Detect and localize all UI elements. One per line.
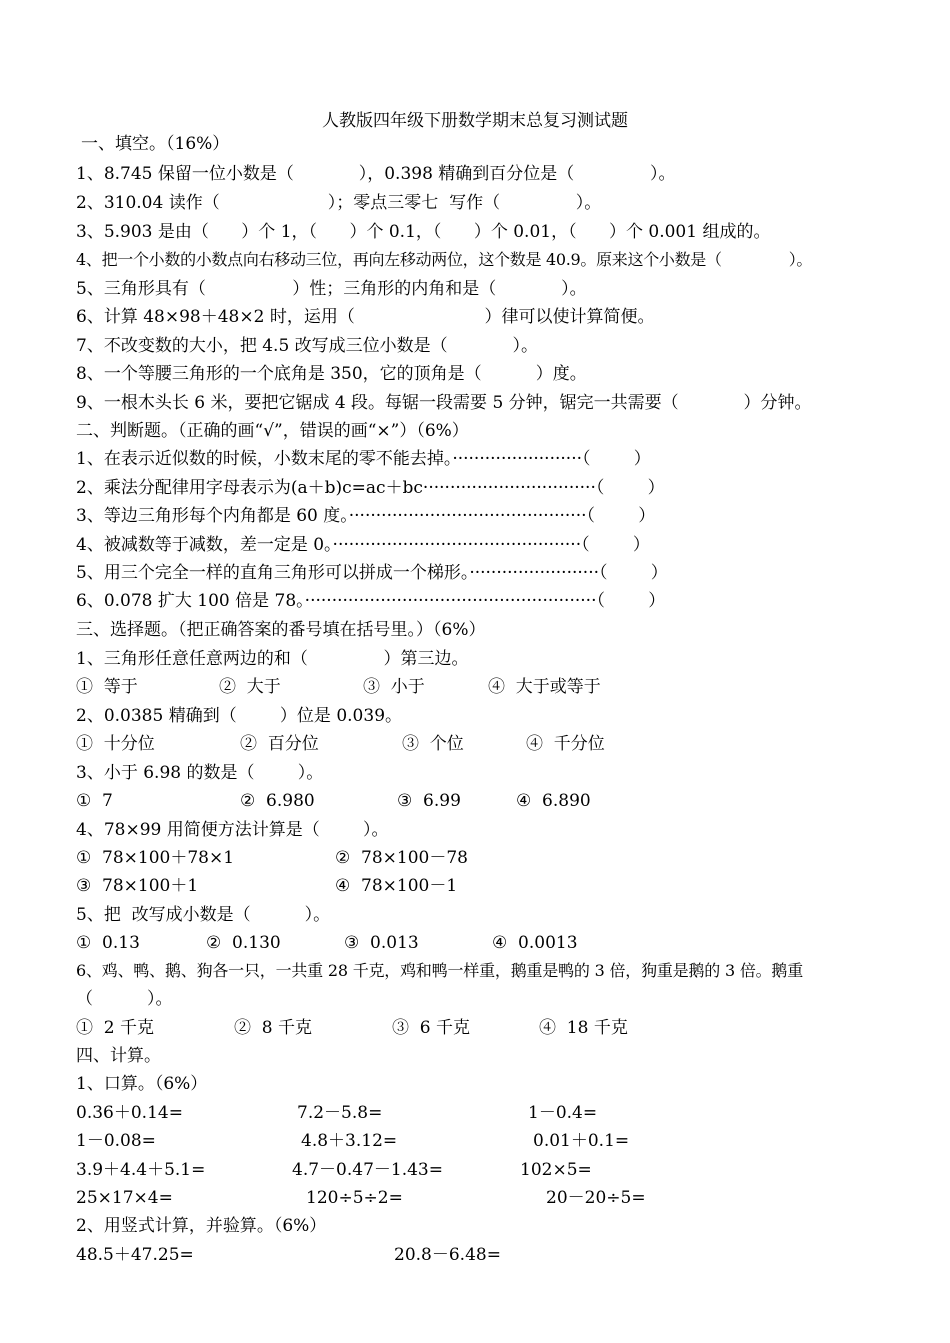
oral-item: 102×5= <box>520 1160 592 1180</box>
option: ④ 0.0013 <box>492 933 578 953</box>
choice-question-1: 1、三角形任意任意两边的和（ ）第三边。 <box>76 649 469 669</box>
option: ③ 0.013 <box>344 933 419 953</box>
choice-options-4b <box>76 873 936 899</box>
option: ③ 6.99 <box>397 791 461 811</box>
option: ② 78×100－78 <box>335 848 469 868</box>
oral-row-2 <box>76 1128 936 1154</box>
oral-row-1 <box>76 1100 936 1126</box>
fill-question-3: 3、5.903 是由（ ）个 1，（ ）个 0.1，（ ）个 0.01，（ ）个 0.001 组成的。 <box>76 222 771 242</box>
choice-options-2 <box>76 731 936 757</box>
choice-question-6-continued: （ ）。 <box>76 989 173 1009</box>
option: ① 7 <box>76 791 113 811</box>
judge-question-5: 5、用三个完全一样的直角三角形可以拼成一个梯形。························（ ） <box>76 563 668 583</box>
fill-question-9: 9、一根木头长 6 米，要把它锯成 4 段。每锯一段需要 5 分钟，锯完一共需要（ ）分钟。 <box>76 393 812 413</box>
option: ① 等于 <box>76 677 138 697</box>
option: ① 十分位 <box>76 734 155 754</box>
choice-question-5: 5、把 改写成小数是（ ）。 <box>76 905 331 925</box>
page-title: 人教版四年级下册数学期末总复习测试题 <box>322 111 628 131</box>
option: ① 78×100＋78×1 <box>76 848 235 868</box>
oral-item: 4.7－0.47－1.43= <box>292 1160 443 1180</box>
option: ① 0.13 <box>76 933 140 953</box>
oral-item: 0.36＋0.14= <box>76 1103 183 1123</box>
option: ① 2 千克 <box>76 1018 155 1038</box>
vertical-item: 20.8－6.48= <box>394 1245 501 1265</box>
judge-question-4: 4、被减数等于减数，差一定是 0。··············································（ ） <box>76 535 650 555</box>
vertical-item: 48.5＋47.25= <box>76 1245 194 1265</box>
oral-row-3 <box>76 1157 936 1183</box>
oral-item: 1－0.4= <box>528 1103 598 1123</box>
oral-item: 3.9＋4.4＋5.1= <box>76 1160 206 1180</box>
option: ③ 78×100＋1 <box>76 876 199 896</box>
option: ④ 78×100－1 <box>335 876 458 896</box>
option: ② 百分位 <box>240 734 319 754</box>
option: ③ 个位 <box>402 734 464 754</box>
section-fill-heading: 一、填空。（16%） <box>81 134 230 154</box>
choice-question-3: 3、小于 6.98 的数是（ ）。 <box>76 763 324 783</box>
choice-question-4: 4、78×99 用简便方法计算是（ ）。 <box>76 820 389 840</box>
fill-question-6: 6、计算 48×98＋48×2 时，运用（ ）律可以使计算简便。 <box>76 307 655 327</box>
fill-question-8: 8、一个等腰三角形的一个底角是 350，它的顶角是（ ）度。 <box>76 364 587 384</box>
choice-question-6: 6、鸡、鸭、鹅、狗各一只，一共重 28 千克，鸡和鸭一样重，鹅重是鸭的 3 倍，狗重是鹅的 3 倍。鹅重 <box>76 961 804 980</box>
oral-calc-heading: 1、口算。（6%） <box>76 1074 208 1094</box>
oral-item: 4.8＋3.12= <box>301 1131 398 1151</box>
oral-item: 1－0.08= <box>76 1131 156 1151</box>
option: ③ 小于 <box>363 677 425 697</box>
option: ② 大于 <box>219 677 281 697</box>
judge-question-6: 6、0.078 扩大 100 倍是 78。······················································（ ） <box>76 591 666 611</box>
oral-item: 120÷5÷2= <box>306 1188 403 1208</box>
vertical-calc-row <box>76 1242 936 1268</box>
option: ② 6.980 <box>240 791 315 811</box>
choice-options-5 <box>76 930 936 956</box>
choice-options-4a <box>76 845 936 871</box>
oral-item: 7.2－5.8= <box>297 1103 383 1123</box>
judge-question-1: 1、在表示近似数的时候，小数末尾的零不能去掉。························（ ） <box>76 449 651 469</box>
fill-question-7: 7、不改变数的大小，把 4.5 改写成三位小数是（ ）。 <box>76 336 539 356</box>
option: ④ 大于或等于 <box>488 677 601 697</box>
section-calc-heading: 四、计算。 <box>76 1046 161 1066</box>
option: ② 0.130 <box>206 933 281 953</box>
option: ④ 18 千克 <box>539 1018 628 1038</box>
choice-options-3 <box>76 788 936 814</box>
choice-question-2: 2、0.0385 精确到（ ）位是 0.039。 <box>76 706 403 726</box>
fill-question-4: 4、把一个小数的小数点向右移动三位，再向左移动两位，这个数是 40.9。原来这个小数是（ ）。 <box>76 250 813 269</box>
fill-question-2: 2、310.04 读作（ ）；零点三零七 写作（ ）。 <box>76 193 602 213</box>
judge-question-3: 3、等边三角形每个内角都是 60 度。············································（ ） <box>76 506 656 526</box>
option: ④ 6.890 <box>516 791 591 811</box>
judge-question-2: 2、乘法分配律用字母表示为(a＋b)c=ac＋bc································（ ） <box>76 478 665 498</box>
oral-item: 0.01＋0.1= <box>533 1131 630 1151</box>
oral-item: 25×17×4= <box>76 1188 173 1208</box>
vertical-calc-heading: 2、用竖式计算，并验算。（6%） <box>76 1216 327 1236</box>
oral-row-4 <box>76 1185 936 1211</box>
choice-options-6 <box>76 1015 936 1041</box>
fill-question-5: 5、三角形具有（ ）性；三角形的内角和是（ ）。 <box>76 279 587 299</box>
choice-options-1 <box>76 674 936 700</box>
oral-item: 20－20÷5= <box>546 1188 646 1208</box>
option: ③ 6 千克 <box>392 1018 471 1038</box>
section-choice-heading: 三、选择题。（把正确答案的番号填在括号里。）（6%） <box>76 620 486 640</box>
section-judge-heading: 二、判断题。（正确的画“√”，错误的画“×”）（6%） <box>76 421 469 441</box>
fill-question-1: 1、8.745 保留一位小数是（ ），0.398 精确到百分位是（ ）。 <box>76 164 676 184</box>
option: ④ 千分位 <box>526 734 605 754</box>
option: ② 8 千克 <box>234 1018 313 1038</box>
